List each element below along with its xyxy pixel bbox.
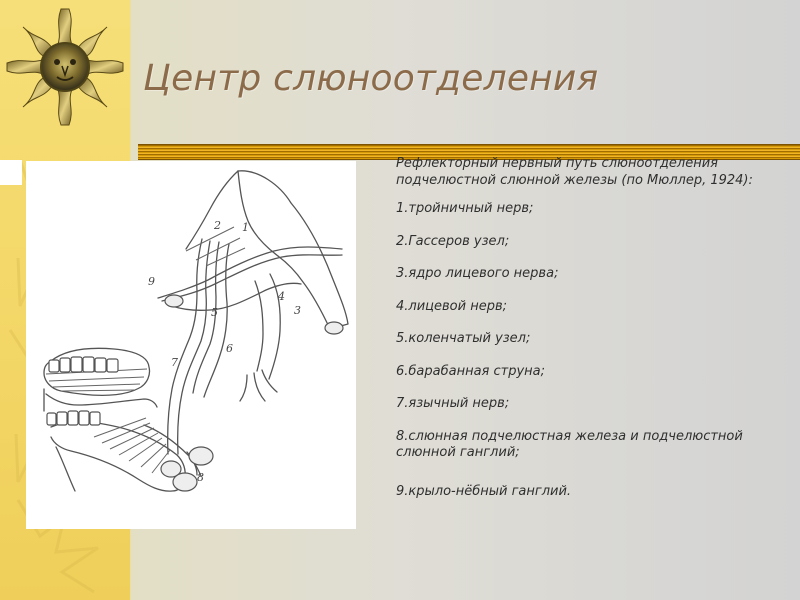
list-item: 5.коленчатый узел; [396,331,531,346]
diagram-label-5: 5 [211,306,218,319]
white-left-block [0,160,22,185]
diagram-label-4: 4 [278,290,285,303]
list-item: 7.язычный нерв; [396,396,510,411]
page-title: Центр слюноотделения [143,58,599,99]
list-item: 4.лицевой нерв; [396,298,507,314]
anatomy-diagram-svg [26,161,356,529]
intro-text: Рефлекторный нервный путь слюноотделения подчелюстной слюнной железы (по Мюллер, 1924): [396,156,753,188]
list-item: 9.крыло-нёбный ганглий. [396,483,572,499]
diagram-label-8: 8 [197,471,204,484]
diagram-label-3: 3 [294,304,301,317]
list-item: 8.слюнная подчелюстная железа и подчелюстной слюнной ганглий; [396,428,743,460]
list-item: 1.тройничный нерв; [396,201,534,216]
diagram-label-9: 9 [148,275,155,288]
sun-logo-icon [4,4,126,130]
diagram-label-1: 1 [242,221,249,234]
list-item: 6.барабанная струна; [396,363,546,379]
numbered-list [396,201,756,500]
list-item: 2.Гассеров узел; [396,233,510,249]
description-text [396,156,756,516]
list-item: 3.ядро лицевого нерва; [396,266,559,281]
salivation-pathway-diagram [26,161,356,529]
diagram-label-6: 6 [226,342,233,355]
diagram-label-2: 2 [214,219,221,232]
diagram-label-7: 7 [171,356,178,369]
